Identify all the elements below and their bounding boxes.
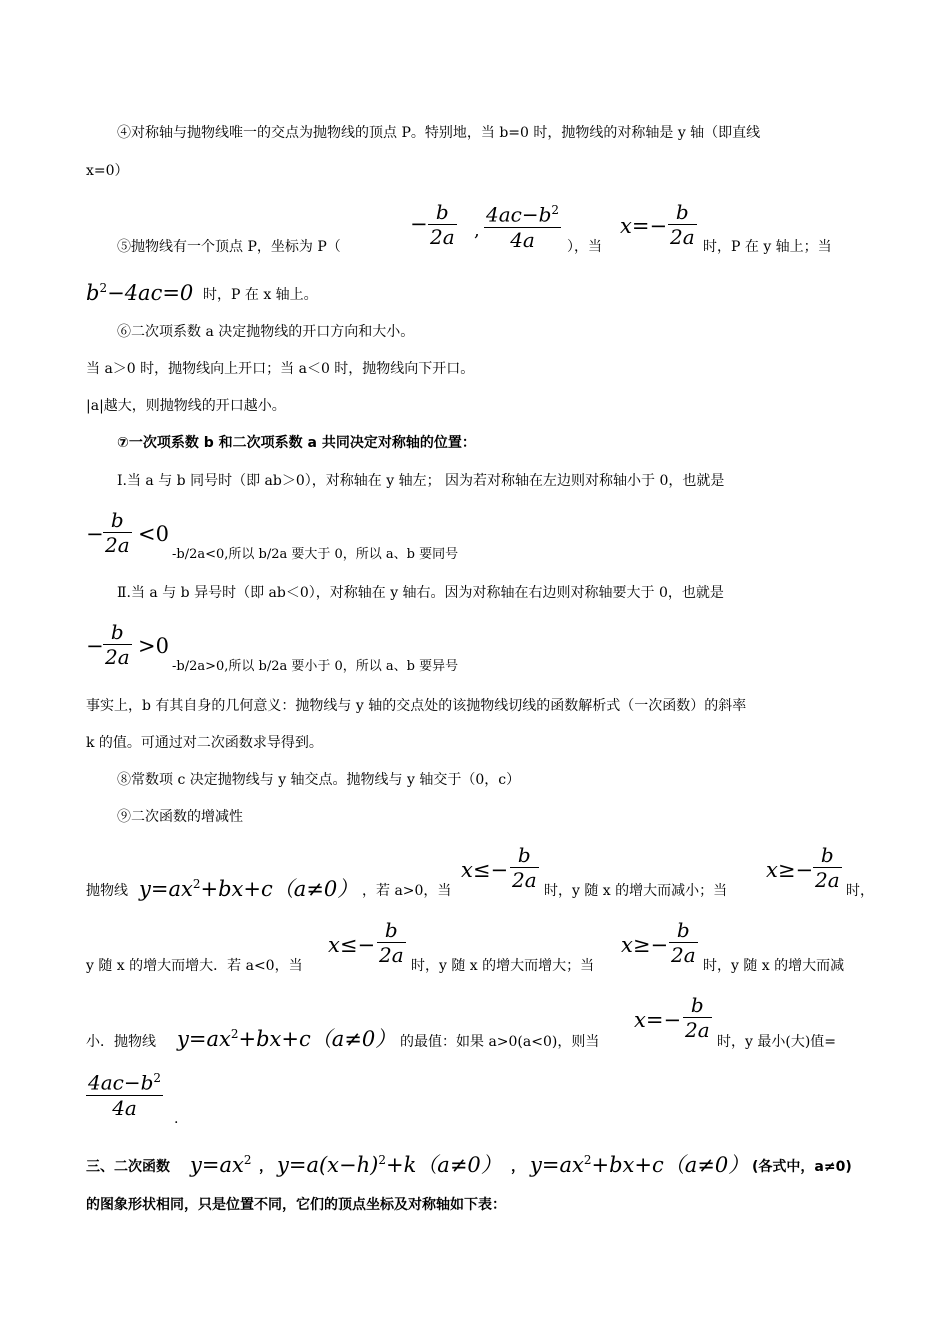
frac-num (86, 1066, 163, 1095)
p7-case1-tail: -b/2a<0,所以 b/2a 要大于 0，所以 a、b 要同号 (172, 547, 459, 562)
frac-num: b (435, 200, 449, 224)
case1-fraction (103, 508, 132, 557)
p9-l1d: 时， (846, 883, 874, 899)
f2: y=a(x−h) (277, 1153, 379, 1177)
frac-num-text: 4ac−b (486, 202, 552, 227)
exponent: 2 (230, 1027, 239, 1041)
axis-fraction (668, 200, 697, 249)
vertex-x-fraction (428, 200, 457, 249)
formula-3 (530, 1148, 749, 1177)
exponent: 2 (192, 877, 201, 891)
discriminant (86, 276, 193, 305)
p6-line1: ⑥二次项系数 a 决定抛物线的开口方向和大小。 (117, 324, 415, 340)
p5-prefix: ⑤抛物线有一个顶点 P，坐标为 P（ (117, 239, 341, 255)
frac-num: b (384, 918, 398, 942)
eq-rest: +bx+c（a≠0） (238, 1027, 397, 1051)
disc-b: b (86, 281, 100, 305)
parabola-eq (139, 872, 358, 901)
exponent: 2 (583, 1153, 592, 1167)
frac-num: b (110, 508, 124, 532)
p9-l1a: 抛物线 (86, 883, 128, 899)
fraction (377, 918, 406, 967)
sec3-prefix: 三、二次函数 (86, 1159, 170, 1175)
x-eq: x=− (634, 1008, 682, 1032)
p5-after: ），当 (567, 239, 602, 255)
frac-den: 2a (105, 645, 130, 669)
p7-heading: ⑦一次项系数 b 和二次项系数 a 共同决定对称轴的位置： (117, 435, 476, 451)
f2-rest: +k（a≠0） (385, 1153, 502, 1177)
p8: ⑧常数项 c 决定抛物线与 y 轴交点。抛物线与 y 轴交于（0，c） (117, 772, 521, 788)
p7-case1: Ⅰ.当 a 与 b 同号时（即 ab＞0），对称轴在 y 轴左； 因为若对称轴在左边则对称轴小于 0，也就是 (117, 473, 725, 489)
f3: y=ax (530, 1153, 584, 1177)
frac-num: b (110, 620, 124, 644)
eq-main: y=ax (177, 1027, 231, 1051)
eq-main: y=ax (139, 877, 193, 901)
minus-sign: − (86, 634, 104, 658)
period: . (174, 1111, 179, 1127)
p7-case2-tail: -b/2a>0,所以 b/2a 要小于 0，所以 a、b 要异号 (172, 659, 459, 674)
exponent: 2 (99, 281, 108, 295)
p5-tail2: 时，P 在 x 轴上。 (203, 287, 318, 303)
f3-rest: +bx+c（a≠0） (591, 1153, 750, 1177)
p9-l2b: 时，y 随 x 的增大而增大；当 (411, 958, 595, 974)
frac-num (484, 198, 561, 227)
frac-num: b (820, 843, 834, 867)
frac-den: 2a (815, 868, 840, 892)
p9-l2c: 时，y 随 x 的增大而减 (703, 958, 845, 974)
sec3-note: (各式中，a≠0) (752, 1159, 852, 1175)
p6-line2: 当 a＞0 时，抛物线向上开口；当 a＜0 时，抛物线向下开口。 (86, 361, 475, 377)
exponent: 2 (378, 1153, 386, 1167)
formula-2 (277, 1148, 502, 1177)
p9-l1b: ，若 a>0，当 (362, 883, 452, 899)
x-le: x≤− (461, 858, 509, 882)
sec3-line2: 的图象形状相同，只是位置不同，它们的顶点坐标及对称轴如下表： (86, 1197, 506, 1213)
minus-sign: − (86, 522, 104, 546)
fraction (669, 918, 698, 967)
frac-den: 2a (379, 943, 404, 967)
p9-l2a: y 随 x 的增大而增大．若 a<0，当 (86, 958, 303, 974)
fraction (683, 993, 712, 1042)
x-le: x≤− (328, 933, 376, 957)
f1: y=ax (190, 1153, 244, 1177)
p4-line1: ④对称轴与抛物线唯一的交点为抛物线的顶点 P。特别地，当 b=0 时，抛物线的对称轴是 y 轴（即直线 (117, 125, 761, 141)
case1-ineq: <0 (138, 522, 169, 546)
disc-rest: −4ac=0 (107, 281, 194, 305)
minus-sign: − (410, 212, 428, 236)
p4-line2: x=0） (86, 163, 129, 179)
parabola-eq (177, 1022, 396, 1051)
formula-1 (190, 1148, 251, 1177)
sep: ， (259, 1159, 273, 1175)
vertex-y-fraction (484, 198, 561, 252)
frac-den: 2a (512, 868, 537, 892)
p9-l1c: 时，y 随 x 的增大而减小；当 (544, 883, 728, 899)
sep: ， (511, 1159, 525, 1175)
frac-num: b (676, 918, 690, 942)
exponent: 2 (551, 203, 560, 217)
p7-fact2: k 的值。可通过对二次函数求导得到。 (86, 735, 323, 751)
p5-tail: 时，P 在 y 轴上；当 (703, 239, 832, 255)
p9-l3a: 小．抛物线 (86, 1034, 156, 1050)
comma: , (474, 220, 480, 241)
frac-num: b (675, 200, 689, 224)
frac-den: 2a (105, 533, 130, 557)
p9-title: ⑨二次函数的增减性 (117, 809, 243, 825)
case2-ineq: >0 (138, 634, 169, 658)
case2-fraction (103, 620, 132, 669)
exponent: 2 (153, 1071, 162, 1085)
p9-l3b: 的最值：如果 a>0(a<0)，则当 (400, 1034, 600, 1050)
x-eq: x=− (620, 214, 668, 238)
p6-line3: |a|越大，则抛物线的开口越小。 (86, 398, 286, 414)
p9-l3c: 时，y 最小(大)值= (717, 1034, 837, 1050)
exponent: 2 (243, 1153, 252, 1167)
frac-den: 4a (510, 227, 535, 252)
frac-num-text: 4ac−b (88, 1070, 154, 1095)
fraction (510, 843, 539, 892)
p7-fact1: 事实上，b 有其自身的几何意义：抛物线与 y 轴的交点处的该抛物线切线的函数解析式（一次函数）的斜率 (86, 698, 747, 714)
x-ge: x≥− (621, 933, 669, 957)
frac-den: 2a (671, 943, 696, 967)
frac-den: 2a (670, 225, 695, 249)
eq-rest: +bx+c（a≠0） (200, 877, 359, 901)
x-ge: x≥− (766, 858, 814, 882)
frac-den: 4a (112, 1095, 137, 1120)
frac-den: 2a (685, 1018, 710, 1042)
frac-den: 2a (430, 225, 455, 249)
extremum-fraction (86, 1066, 163, 1120)
frac-num: b (517, 843, 531, 867)
fraction (813, 843, 842, 892)
frac-num: b (690, 993, 704, 1017)
p7-case2: Ⅱ.当 a 与 b 异号时（即 ab＜0），对称轴在 y 轴右。因为对称轴在右边则对称轴要大于 0，也就是 (117, 585, 724, 601)
